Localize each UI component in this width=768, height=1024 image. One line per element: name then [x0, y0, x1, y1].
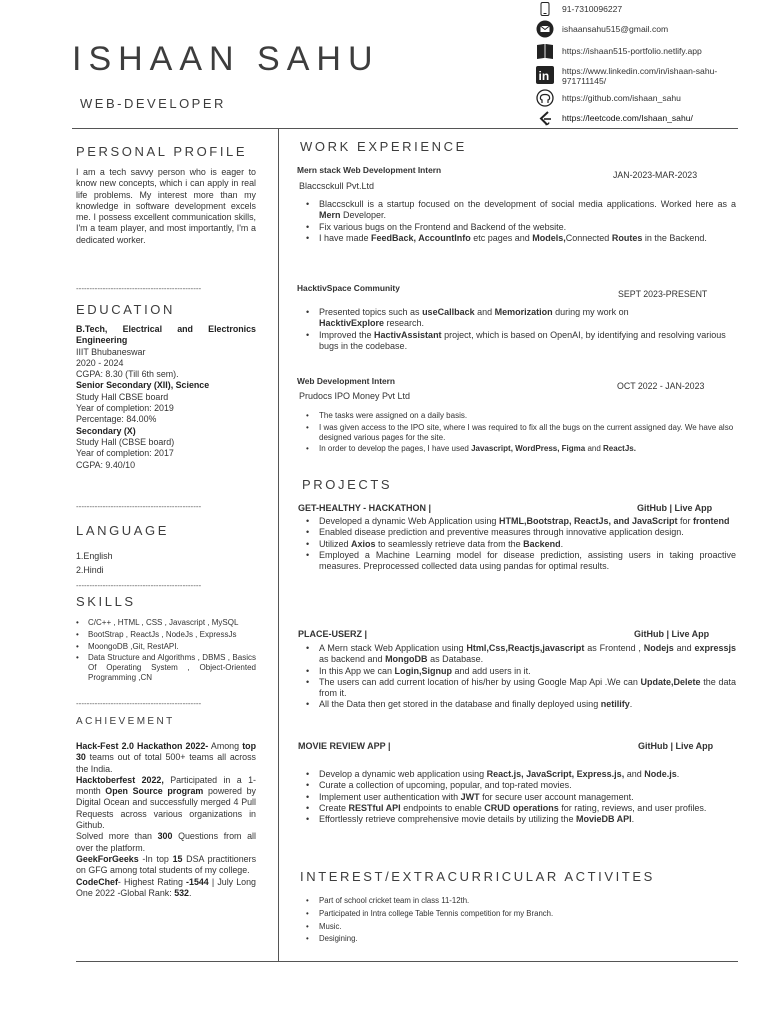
language-heading: LANGUAGE [76, 523, 170, 538]
job-company: Blaccsckull Pvt.Ltd [299, 181, 375, 191]
job-bullet: • I was given access to the IPO site, where I was required to fix all the bugs on the current assigned day. We have also designed various pages for the site. [304, 423, 736, 443]
project-bullet: • Curate a collection of upcoming, popular, and top-rated movies. [304, 780, 736, 791]
project-bullet: • In this App we can Login,Signup and add users in it. [304, 666, 736, 677]
project-bullets [304, 769, 736, 825]
job-bullet: • In order to develop the pages, I have used Javascript, WordPress, Figma and ReactJs. [304, 444, 736, 454]
candidate-name: ISHAAN SAHU [72, 40, 380, 78]
project-bullet: • Implement user authentication with JWT for secure user account management. [304, 792, 736, 803]
project-bullet: • Utilized Axios to seamlessly retrieve data from the Backend. [304, 539, 736, 550]
github-icon [536, 89, 554, 107]
interests-list [304, 895, 736, 946]
interest-item: • Participated in Intra college Table Tennis competition for my Branch. [304, 908, 736, 921]
project-links[interactable]: GitHub | Live App [637, 503, 713, 513]
project-bullet: • Create RESTful API endpoints to enable CRUD operations for rating, reviews, and user profiles. [304, 803, 736, 814]
job-date: OCT 2022 - JAN-2023 [617, 381, 705, 391]
interest-item: • Music. [304, 921, 736, 934]
language-list [76, 551, 256, 577]
project-bullet: • All the Data then get stored in the database and finally deployed using netilify. [304, 699, 736, 710]
edu-secondary: Secondary (X) [76, 425, 136, 436]
contact-linkedin[interactable] [536, 66, 742, 86]
job-role: WEB-DEVELOPER [80, 96, 226, 111]
edu-college: IIIT Bhubaneswar [76, 346, 146, 357]
contact-portfolio[interactable] [536, 42, 742, 60]
phone-text: 91-7310096227 [562, 4, 623, 14]
divider-language: ----------------------------------------------- [76, 581, 202, 590]
project-bullet: • Develop a dynamic web application using React.js, JavaScript, Express.js, and Node.js. [304, 769, 736, 780]
achievement-questions: Solved more than 300 Questions from all over the platform. [76, 831, 256, 853]
project-bullet: • The users can add current location of his/her by using Google Map Api .We can Update,Delete the data from it. [304, 677, 736, 700]
job-bullet: • Presented topics such as useCallback and Memorization during my work on HacktivExplore research. [304, 307, 736, 330]
project-title: MOVIE REVIEW APP | [298, 741, 391, 751]
work-heading: WORK EXPERIENCE [300, 139, 467, 154]
job-date: JAN-2023-MAR-2023 [613, 170, 698, 180]
edu-cgpa: CGPA: 8.30 (Till 6th sem). [76, 369, 179, 380]
education-heading: EDUCATION [76, 302, 175, 317]
leetcode-text: https://leetcode.com/Ishaan_sahu/ [562, 113, 693, 123]
job-title: HacktivSpace Community [297, 283, 400, 293]
edu-btech: B.Tech, Electrical and Electronics Engineering [76, 324, 256, 346]
achievement-gfg: GeekForGeeks -In top 15 DSA practitioners on GFG among total students of my college. [76, 853, 257, 876]
divider-profile: ----------------------------------------------- [76, 284, 202, 293]
job-bullet: • Improved the HactivAssistant project, which is based on OpenAI, by identifying and resolving various bugs in the codebase. [304, 330, 736, 353]
edu-years: 2020 - 2024 [76, 357, 124, 368]
email-text: ishaansahu515@gmail.com [562, 24, 669, 34]
job-bullets [304, 307, 736, 352]
language-item: 2.Hindi [76, 565, 104, 576]
divider-education: ----------------------------------------------- [76, 502, 202, 511]
divider-skills: ----------------------------------------------- [76, 699, 202, 708]
linkedin-text: https://www.linkedin.com/in/ishaan-sahu-971711145/ [562, 66, 718, 86]
interest-item: • Desigining. [304, 933, 736, 946]
contact-block [536, 0, 768, 130]
edu-senior: Senior Secondary (XII), Science [76, 380, 210, 391]
contact-leetcode[interactable] [536, 109, 742, 127]
edu-senior-year: Year of completion: 2019 [76, 403, 174, 414]
skills-list [76, 618, 256, 683]
edu-senior-board: Study Hall CBSE board [76, 391, 169, 402]
header-rule [72, 128, 738, 129]
interest-item: • Part of school cricket team in class 11-12th. [304, 895, 736, 908]
project-bullet: • Enabled disease prediction and preventive measures through innovative application design. [304, 527, 736, 538]
skill-item: • BootStrap , ReactJs , NodeJs , ExpressJs [76, 630, 256, 640]
job-bullet: • I have made FeedBack, AccountInfo etc pages and Models,Connected Routes in the Backend. [304, 233, 736, 244]
achievement-hackfest: Hack-Fest 2.0 Hackathon 2022- Among top 30 teams out of total 500+ teams all across the India. [76, 741, 256, 774]
github-text: https://github.com/ishaan_sahu [562, 93, 681, 103]
edu-secondary-cgpa: CGPA: 9.40/10 [76, 459, 136, 470]
job-bullet: • Blaccsckull is a startup focused on the development of social media applications. Worked here as a Mern Developer. [304, 199, 736, 222]
projects-heading: PROJECTS [302, 477, 393, 492]
svg-text:in: in [538, 69, 550, 83]
job-bullet: • The tasks were assigned on a daily basis. [304, 411, 736, 421]
skill-item: • Data Structure and Algorithms , DBMS , Basics Of Operating System , Object-Oriented Programming ,CN [76, 653, 256, 682]
phone-icon [536, 0, 554, 18]
achievement-block [76, 741, 256, 899]
contact-github[interactable] [536, 89, 742, 107]
interests-heading: INTEREST/EXTRACURRICULAR ACTIVITES [300, 869, 655, 884]
footer-rule [76, 961, 738, 962]
skills-heading: SKILLS [76, 594, 136, 609]
project-bullet: • Employed a Machine Learning model for disease prediction, assisting users in taking proactive measures. Preprocessed collected data using pandas for optimal results. [304, 550, 736, 573]
skill-item: • MoongoDB ,Git, RestAPI. [76, 642, 256, 652]
achievement-heading: ACHIEVEMENT [76, 716, 175, 727]
job-bullet: • Fix various bugs on the Frontend and Backend of the website. [304, 222, 736, 233]
job-bullets [304, 411, 736, 454]
achievement-hacktoberfest: Hacktoberfest 2022, Participated in a 1-month Open Source program powered by Digital Ocean and successfully merged 4 Pull Requests across various organizations in Github. [76, 774, 256, 831]
profile-text: I am a tech savvy person who is eager to know new concepts, which i can apply in real life problems. My interest more than my knowledge in software development excels me. I possess excellent communication skills, I'm a team player, and most importantly, I'm a dedicated worker. [76, 167, 256, 245]
email-icon [536, 20, 554, 38]
project-bullet: • Effortlessly retrieve comprehensive movie details by utilizing the MovieDB API. [304, 814, 736, 825]
job-date: SEPT 2023-PRESENT [618, 289, 708, 299]
contact-phone [536, 0, 742, 18]
project-links[interactable]: GitHub | Live App [634, 629, 710, 639]
project-bullet: • Developed a dynamic Web Application using HTML,Bootstrap, ReactJs, and JavaScript for frontend [304, 516, 736, 527]
profile-heading: PERSONAL PROFILE [76, 144, 248, 159]
achievement-codechef: CodeChef- Highest Rating -1544 | July Long One 2022 -Global Rank: 532. [76, 876, 256, 898]
edu-senior-pct: Percentage: 84.00% [76, 414, 157, 425]
education-block [76, 324, 256, 471]
project-title: GET-HEALTHY - HACKATHON | [298, 503, 432, 513]
linkedin-icon [536, 66, 554, 84]
job-company: Prudocs IPO Money Pvt Ltd [299, 391, 411, 401]
book-icon [536, 42, 554, 60]
contact-email[interactable] [536, 20, 742, 38]
job-title: Mern stack Web Development Intern [297, 165, 442, 175]
project-links[interactable]: GitHub | Live App [638, 741, 714, 751]
project-bullet: • A Mern stack Web Application using Html,Css,Reactjs,javascript as Frontend , Nodejs and expressjs as backend and MongoDB as Database. [304, 643, 736, 666]
project-title: PLACE-USERZ | [298, 629, 368, 639]
edu-secondary-year: Year of completion: 2017 [76, 448, 174, 459]
job-title: Web Development Intern [297, 376, 396, 386]
leetcode-icon [536, 109, 554, 127]
project-bullets [304, 643, 736, 711]
portfolio-text: https://ishaan515-portfolio.netlify.app [562, 46, 702, 56]
skill-item: • C/C++ , HTML , CSS , Javascript , MySQL [76, 618, 256, 628]
column-divider [278, 128, 279, 961]
edu-secondary-board: Study Hall (CBSE board) [76, 436, 175, 447]
project-bullets [304, 516, 736, 572]
language-item: 1.English [76, 551, 113, 561]
job-bullets [304, 199, 736, 244]
